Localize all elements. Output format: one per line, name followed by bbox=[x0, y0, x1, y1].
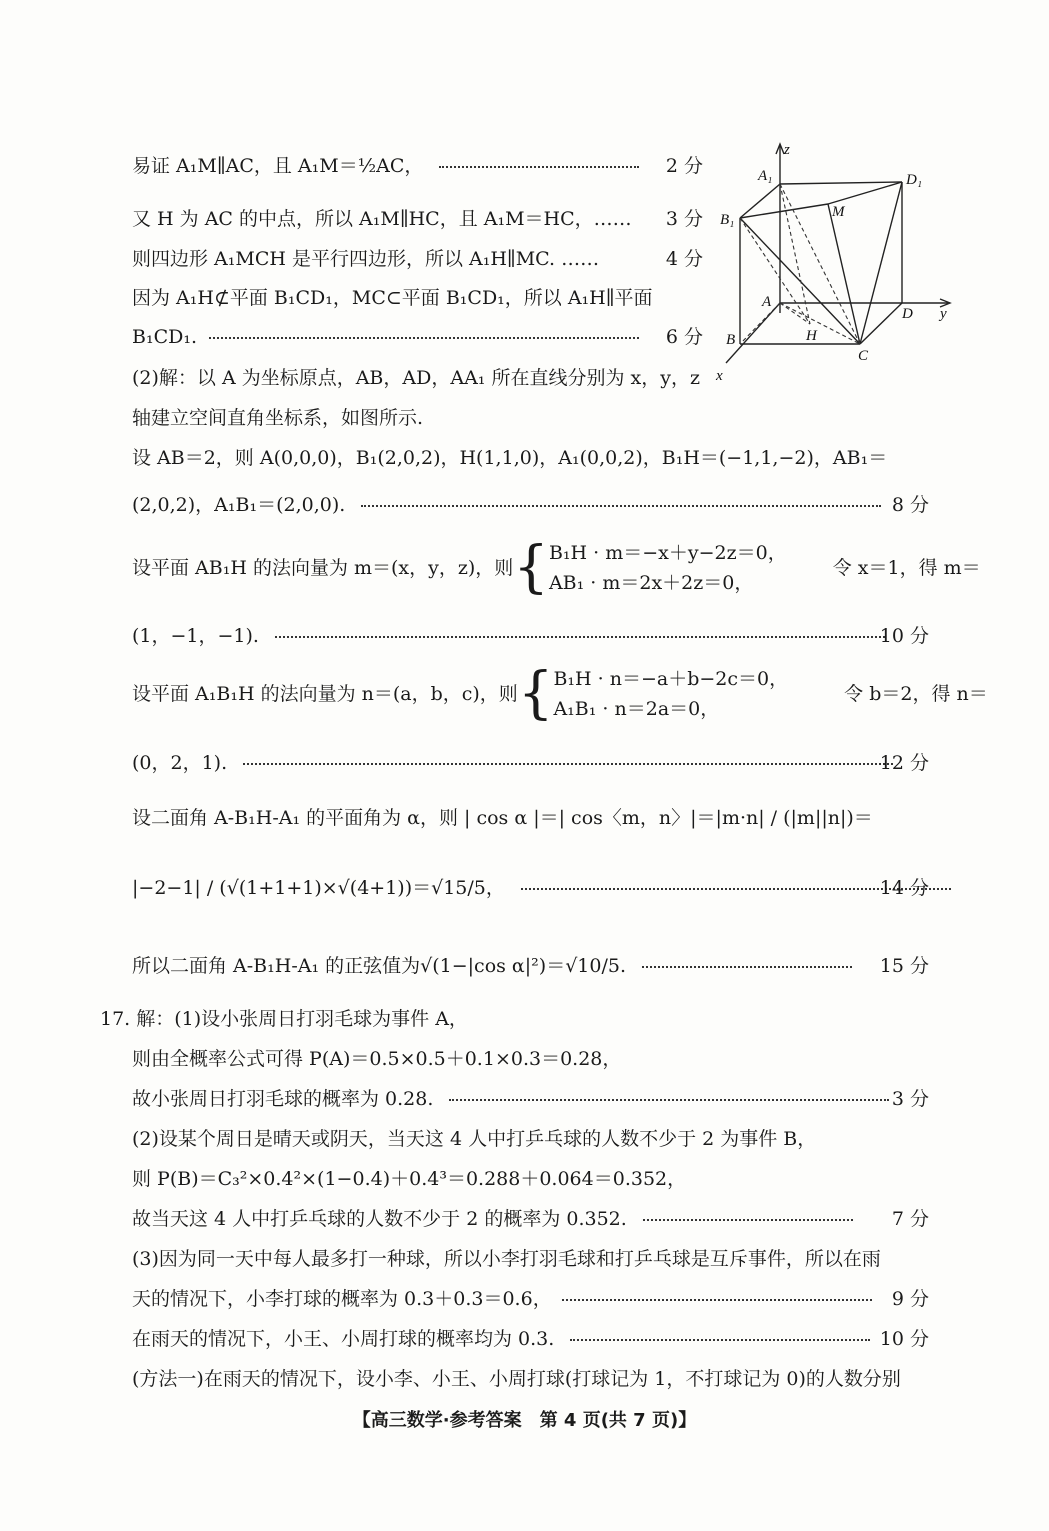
proof-line-7: 轴建立空间直角坐标系，如图所示. bbox=[132, 407, 424, 429]
p17-line-9: 在雨天的情况下，小王、小周打球的概率均为 0.3. bbox=[132, 1327, 870, 1351]
page-footer: 【高三数学·参考答案 第 4 页(共 7 页)】 bbox=[352, 1410, 697, 1431]
score-3: 3 分 bbox=[665, 208, 703, 230]
proof-line-9: (2,0,2)，A₁B₁＝(2,0,0). bbox=[132, 493, 881, 517]
score-15: 15 分 bbox=[879, 955, 929, 977]
proof-line-1: 易证 A₁M∥AC，且 A₁M＝½AC， bbox=[132, 154, 652, 178]
proof-line-3: 则四边形 A₁MCH 是平行四边形，所以 A₁H∥MC. …… bbox=[132, 248, 600, 270]
score-12: 12 分 bbox=[879, 752, 929, 774]
p17-line-1: 17. 解：(1)设小张周日打羽毛球为事件 A， bbox=[100, 1008, 468, 1030]
proof-line-8: 设 AB＝2，则 A(0,0,0)，B₁(2,0,2)，H(1,1,0)，A₁(0,0,2)，B₁H＝(−1,1,−2)，AB₁＝ bbox=[132, 447, 888, 469]
score-14: 14 分 bbox=[879, 877, 929, 899]
score-q7: 7 分 bbox=[891, 1208, 929, 1230]
normal-n-system: 设平面 A₁B₁H 的法向量为 n＝(a，b，c)，则{ B₁H · n＝−a＋b−2c＝0， A₁B₁ · n＝2a＝0， 令 b＝2，得 n＝ bbox=[132, 661, 988, 726]
score-q9: 9 分 bbox=[891, 1288, 929, 1310]
p17-line-7: (3)因为同一天中每人最多打一种球，所以小李打羽毛球和打乒乓球是互斥事件，所以在雨 bbox=[132, 1248, 881, 1270]
label-d1: D₁ bbox=[906, 172, 923, 188]
proof-line-5: B₁CD₁. bbox=[132, 325, 639, 349]
p17-line-10: (方法一)在雨天的情况下，设小李、小王、小周打球(打球记为 1，不打球记为 0)的人数分别 bbox=[132, 1368, 901, 1390]
label-m: M bbox=[832, 204, 845, 220]
proof-line-14: 设二面角 A-B₁H-A₁ 的平面角为 α，则 | cos α |＝| cos〈m，n〉|＝|m·n| / (|m||n|)＝ bbox=[132, 807, 873, 829]
label-y: y bbox=[940, 306, 947, 322]
normal-m-system: 设平面 AB₁H 的法向量为 m＝(x，y，z)，则{ B₁H · m＝−x＋y−2z＝0， AB₁ · m＝2x＋2z＝0， 令 x＝1，得 m＝ bbox=[132, 535, 981, 600]
score-2: 2 分 bbox=[665, 155, 703, 177]
score-q10: 10 分 bbox=[879, 1328, 929, 1350]
score-q3: 3 分 bbox=[891, 1088, 929, 1110]
proof-line-2: 又 H 为 AC 的中点，所以 A₁M∥HC，且 A₁M＝HC，…… bbox=[132, 208, 632, 230]
p17-line-6: 故当天这 4 人中打乒乓球的人数不少于 2 的概率为 0.352. bbox=[132, 1207, 853, 1231]
label-z: z bbox=[784, 142, 790, 158]
label-b1: B₁ bbox=[720, 212, 735, 228]
p17-line-5: 则 P(B)＝C₃²×0.4²×(1−0.4)＋0.4³＝0.288＋0.064＝0.352， bbox=[132, 1168, 687, 1190]
label-x: x bbox=[716, 368, 723, 383]
label-h: H bbox=[806, 328, 817, 344]
score-10: 10 分 bbox=[879, 625, 929, 647]
proof-line-11: (1，−1，−1). bbox=[132, 624, 885, 648]
p17-line-4: (2)设某个周日是晴天或阴天，当天这 4 人中打乒乓球的人数不少于 2 为事件 B， bbox=[132, 1128, 817, 1150]
score-4: 4 分 bbox=[665, 248, 703, 270]
score-8: 8 分 bbox=[891, 494, 929, 516]
score-6: 6 分 bbox=[665, 326, 703, 348]
label-d: D bbox=[902, 306, 913, 322]
p17-line-2: 则由全概率公式可得 P(A)＝0.5×0.5＋0.1×0.3＝0.28， bbox=[132, 1048, 622, 1070]
proof-line-13: (0，2，1). bbox=[132, 751, 893, 775]
proof-line-6: (2)解：以 A 为坐标原点，AB，AD，AA₁ 所在直线分别为 x，y，z bbox=[132, 367, 700, 389]
label-a: A bbox=[762, 294, 772, 310]
proof-line-4: 因为 A₁H⊄平面 B₁CD₁，MC⊂平面 B₁CD₁，所以 A₁H∥平面 bbox=[132, 287, 653, 309]
proof-line-16: 所以二面角 A-B₁H-A₁ 的正弦值为√(1−|cos α|²)＝√10/5. bbox=[132, 954, 852, 978]
p17-line-8: 天的情况下，小李打球的概率为 0.3＋0.3＝0.6， bbox=[132, 1287, 872, 1311]
label-a1: A₁ bbox=[758, 168, 773, 184]
label-b: B bbox=[726, 332, 736, 348]
cube-coordinate-figure bbox=[710, 138, 960, 383]
proof-line-15: |−2−1| / (√(1+1+1)×√(4+1))＝√15/5， bbox=[132, 876, 951, 900]
label-c: C bbox=[858, 348, 869, 364]
p17-line-3: 故小张周日打羽毛球的概率为 0.28. bbox=[132, 1087, 889, 1111]
